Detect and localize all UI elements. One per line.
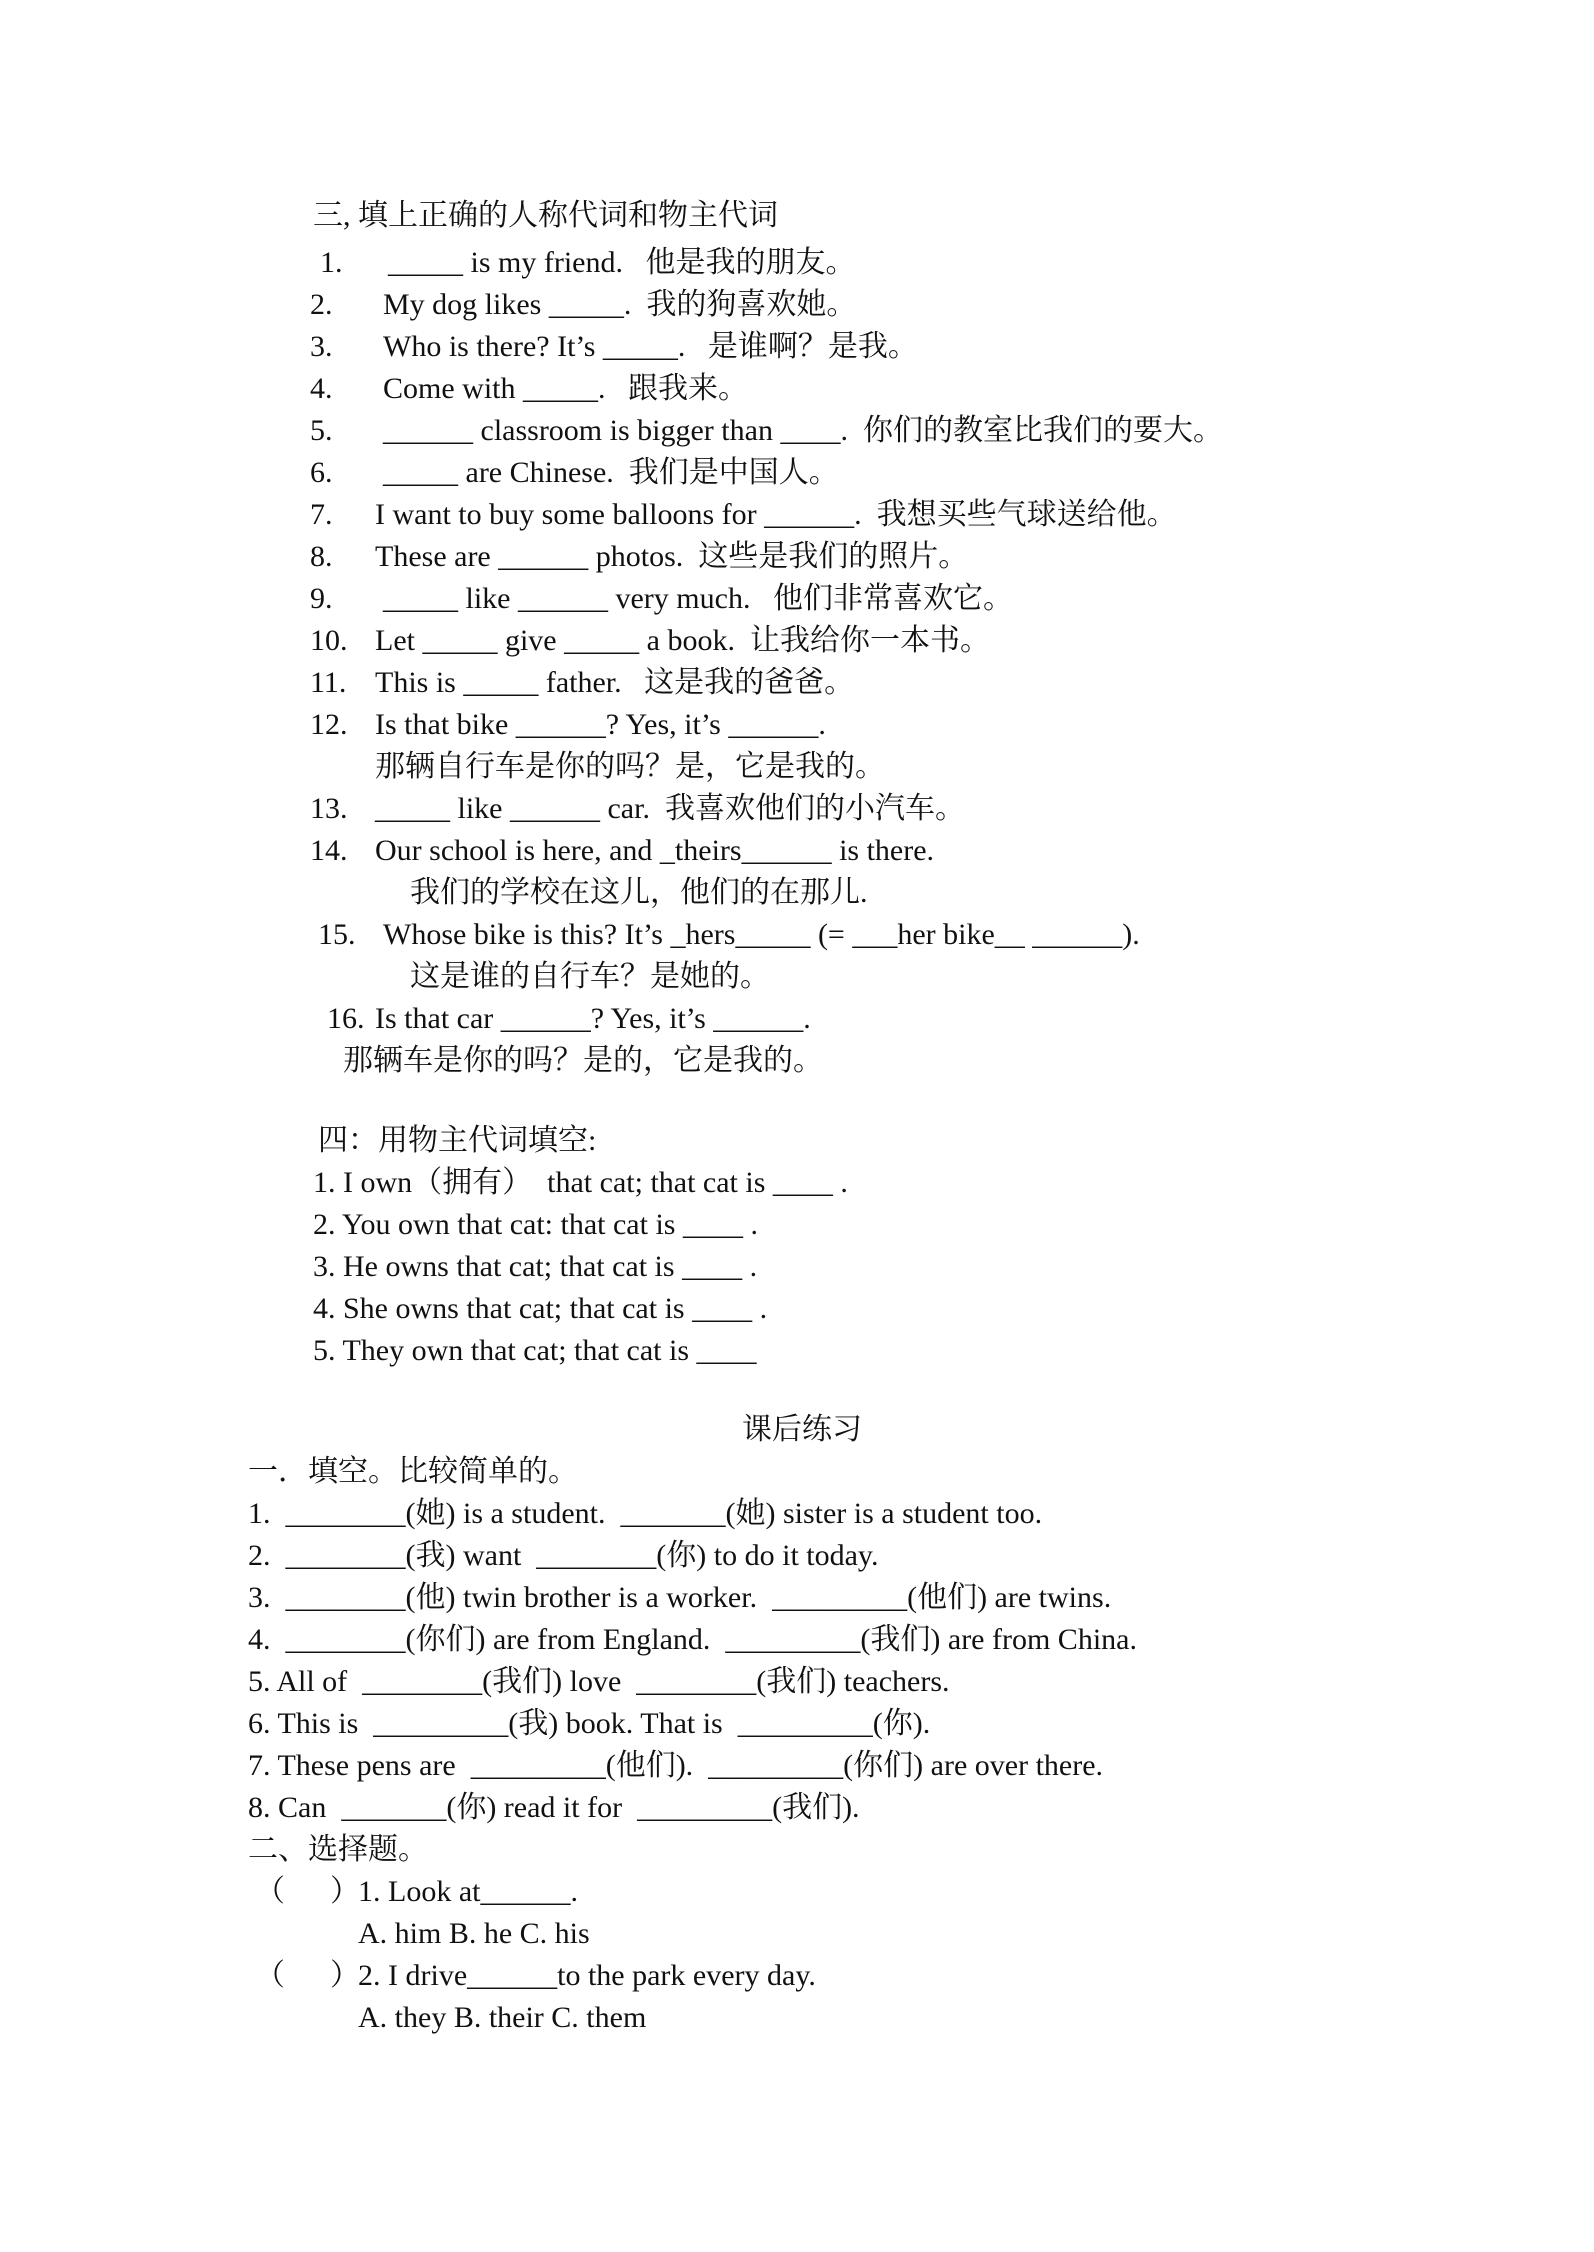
section3-item-16-num: 16. — [327, 1002, 365, 1035]
section3-item-9-text: _____ like ______ very much. 他们非常喜欢它。 — [383, 582, 1013, 615]
section3-item-10-text: Let _____ give _____ a book. 让我给你一本书。 — [375, 624, 990, 657]
section3-item-14-text: Our school is here, and _theirs______ is there. — [375, 834, 935, 867]
section3-item-16-translation: 那辆车是你的吗？是的，它是我的。 — [343, 1044, 823, 1077]
section3-item-2-text: My dog likes _____. 我的狗喜欢她。 — [383, 288, 857, 321]
part1-item-3: 3. ________(他) twin brother is a worker. _________(他们) are twins. — [248, 1581, 1112, 1614]
part1-item-4: 4. ________(你们) are from England. _________(我们) are from China. — [248, 1623, 1137, 1656]
section3-item-3-num: 3. — [310, 330, 333, 363]
section4-heading: 四：用物主代词填空: — [318, 1124, 597, 1157]
section3-item-4-text: Come with _____. 跟我来。 — [383, 372, 748, 405]
section3-item-14-translation: 我们的学校在这儿，他们的在那儿. — [410, 876, 868, 909]
part2-q1-stem: 1. Look at______. — [358, 1875, 578, 1908]
section3-item-9-num: 9. — [310, 582, 333, 615]
section4-item-4: 4. She owns that cat; that cat is ____ . — [313, 1292, 768, 1325]
section3-item-14-num: 14. — [310, 834, 348, 867]
section3-item-12-translation: 那辆自行车是你的吗？是，它是我的。 — [375, 750, 885, 783]
section3-item-15-num: 15. — [318, 918, 356, 951]
section3-item-15-translation: 这是谁的自行车？是她的。 — [410, 960, 770, 993]
section3-item-8-num: 8. — [310, 540, 333, 573]
part1-item-7: 7. These pens are _________(他们). _________(你们) are over there. — [248, 1749, 1104, 1782]
section4-item-5: 5. They own that cat; that cat is ____ — [313, 1334, 757, 1367]
practice-title: 课后练习 — [742, 1413, 862, 1446]
part2-q1-answer-paren: （ ） — [255, 1875, 360, 1908]
part2-q1-options: A. him B. he C. his — [358, 1917, 590, 1950]
section3-item-10-num: 10. — [310, 624, 348, 657]
part1-item-2: 2. ________(我) want ________(你) to do it today. — [248, 1539, 879, 1572]
part2-heading: 二、选择题。 — [248, 1833, 428, 1866]
section3-item-11-num: 11. — [310, 666, 347, 699]
section3-item-5-num: 5. — [310, 414, 333, 447]
section3-item-13-num: 13. — [310, 792, 348, 825]
part1-item-6: 6. This is _________(我) book. That is _________(你). — [248, 1707, 931, 1740]
section3-item-11-text: This is _____ father. 这是我的爸爸。 — [375, 666, 855, 699]
section3-item-13-text: _____ like ______ car. 我喜欢他们的小汽车。 — [375, 792, 965, 825]
section3-item-7-num: 7. — [310, 498, 333, 531]
part2-q2-options: A. they B. their C. them — [358, 2001, 647, 2034]
section4-item-3: 3. He owns that cat; that cat is ____ . — [313, 1250, 758, 1283]
section4-item-1: 1. I own（拥有） that cat; that cat is ____ . — [313, 1166, 848, 1199]
section3-item-1-text: _____ is my friend. 他是我的朋友。 — [388, 246, 856, 279]
section3-item-4-num: 4. — [310, 372, 333, 405]
section3-item-1-num: 1. — [320, 246, 343, 279]
section3-item-12-text: Is that bike ______? Yes, it’s ______. — [375, 708, 826, 741]
section3-item-7-text: I want to buy some balloons for ______. 我想买些气球送给他。 — [375, 498, 1177, 531]
section3-item-8-text: These are ______ photos. 这些是我们的照片。 — [375, 540, 969, 573]
section3-item-6-num: 6. — [310, 456, 333, 489]
section3-item-6-text: _____ are Chinese. 我们是中国人。 — [383, 456, 839, 489]
section3-item-2-num: 2. — [310, 288, 333, 321]
section3-item-15-text: Whose bike is this? It’s _hers_____ (= ___her bike__ ______). — [383, 918, 1140, 951]
part1-item-5: 5. All of ________(我们) love ________(我们) teachers. — [248, 1665, 950, 1698]
section3-item-16-text: Is that car ______? Yes, it’s ______. — [375, 1002, 811, 1035]
section3-heading: 三, 填上正确的人称代词和物主代词 — [313, 199, 778, 232]
part1-heading: 一．填空。比较简单的。 — [248, 1455, 578, 1488]
part2-q2-stem: 2. I drive______to the park every day. — [358, 1959, 816, 1992]
section3-item-12-num: 12. — [310, 708, 348, 741]
part2-q2-answer-paren: （ ） — [255, 1959, 360, 1992]
part1-item-1: 1. ________(她) is a student. _______(她) sister is a student too. — [248, 1497, 1043, 1530]
section3-item-3-text: Who is there? It’s _____. 是谁啊？是我。 — [383, 330, 918, 363]
section4-item-2: 2. You own that cat: that cat is ____ . — [313, 1208, 758, 1241]
section3-item-5-text: ______ classroom is bigger than ____. 你们的教室比我们的要大。 — [383, 414, 1223, 447]
part1-item-8: 8. Can _______(你) read it for _________(我们). — [248, 1791, 860, 1824]
